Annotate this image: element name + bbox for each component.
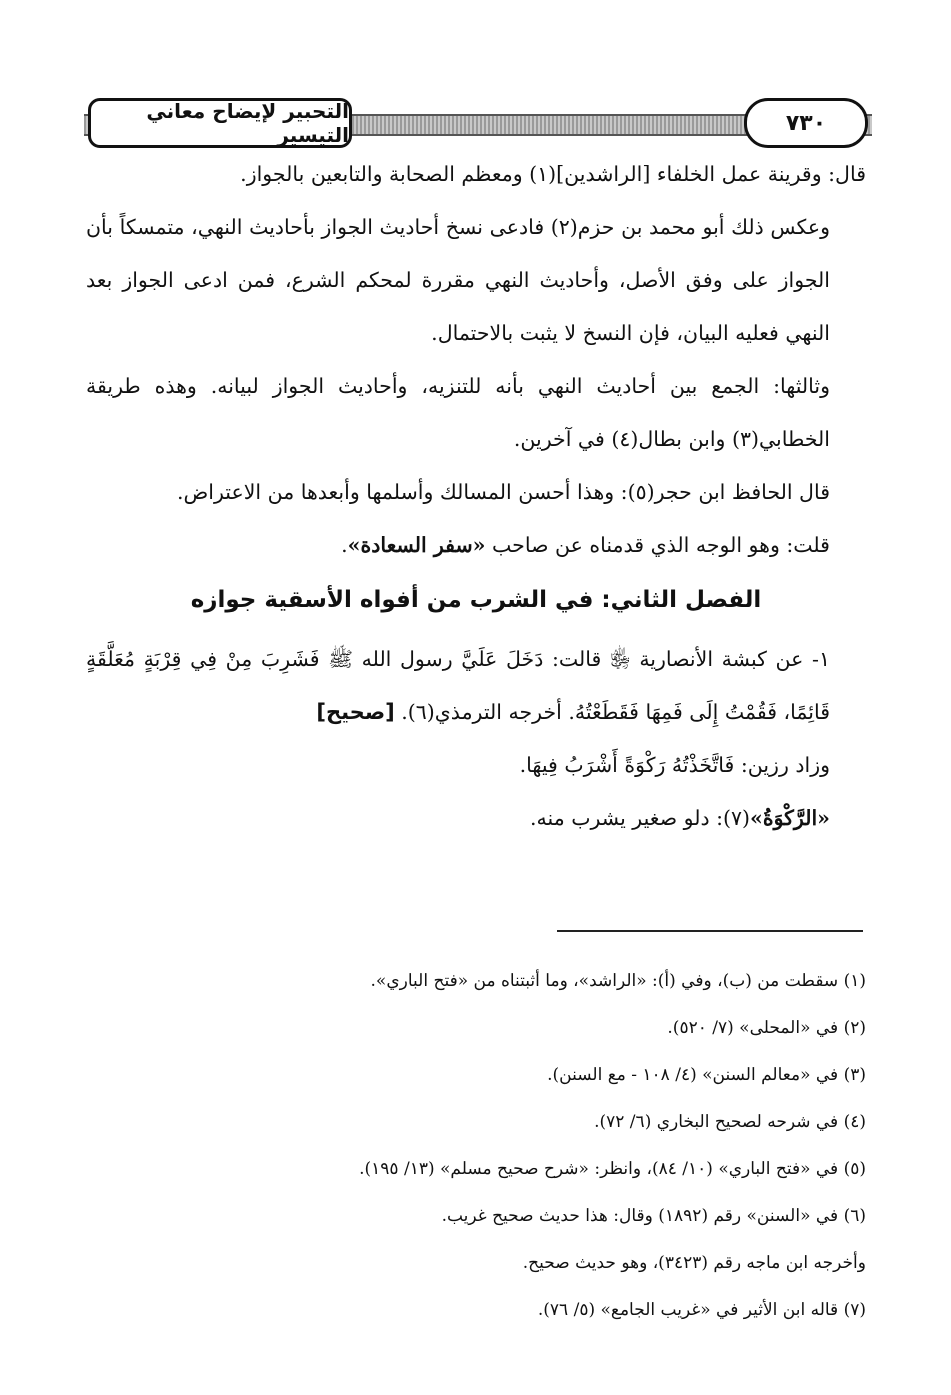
paragraph-5 (86, 519, 866, 572)
page-header (84, 95, 872, 153)
hadith-grade: [صحيح] (316, 700, 395, 724)
book-reference: «سفر السعادة» (347, 533, 486, 557)
footnotes (180, 958, 866, 1334)
paragraph-2: وعكس ذلك أبو محمد بن حزم(٢) فادعى نسخ أحاديث الجواز بأحاديث النهي، متمسكاً بأن الجواز على وفق الأصل، وأحاديث النهي مقررة لمحكم الشرع، فمن ادعى الجواز بعد النهي فعليه البيان، فإن النسخ لا يثبت بالاحتمال. (86, 215, 831, 345)
footnote-5: (٥) في «فتح الباري» (١٠/ ٨٤)، وانظر: «شرح صحيح مسلم» (١٣/ ١٩٥). (359, 1159, 866, 1179)
paragraph-5-end: . (341, 533, 348, 557)
book-title: التحبير لإيضاح معاني التيسير (88, 98, 352, 148)
gloss-term: «الرَّكْوَةُ» (750, 806, 830, 830)
footnote-4: (٤) في شرحه لصحيح البخاري (٦/ ٧٢). (594, 1112, 866, 1132)
footnote-6: (٦) في «السنن» رقم (١٨٩٢) وقال: هذا حديث صحيح غريب. (441, 1206, 866, 1226)
razin-addition: وزاد رزين: فَاتَّخَذْتُهُ رَكْوَةً أَشْرَبُ فِيهَا. (519, 753, 830, 777)
paragraph-1: قال: وقرينة عمل الخلفاء [الراشدين](١) ومعظم الصحابة والتابعين بالجواز. (240, 162, 866, 186)
main-text (86, 148, 866, 845)
footnote-divider (557, 930, 863, 932)
footnote-7: (٧) قاله ابن الأثير في «غريب الجامع» (٥/ ٧٦). (537, 1300, 866, 1320)
page-number: ٧٣٠ (744, 98, 868, 148)
gloss-paragraph (86, 792, 866, 845)
paragraph-4: قال الحافظ ابن حجر(٥): وهذا أحسن المسالك وأسلمها وأبعدها من الاعتراض. (176, 480, 830, 504)
chapter-title: الفصل الثاني: في الشرب من أفواه الأسقية جوازه (190, 587, 762, 613)
hadith-paragraph (86, 633, 866, 739)
footnote-3: (٣) في «معالم السنن» (٤/ ١٠٨ - مع السنن). (547, 1065, 866, 1085)
paragraph-3: وثالثها: الجمع بين أحاديث النهي بأنه للتنزيه، وأحاديث الجواز لبيانه. وهذه طريقة الخطابي(٣) وابن بطال(٤) في آخرين. (86, 374, 830, 451)
footnote-2: (٢) في «المحلى» (٧/ ٥٢٠). (667, 1018, 866, 1038)
paragraph-5-text: قلت: وهو الوجه الذي قدمناه عن صاحب (485, 533, 830, 557)
hadith-text: ١- عن كبشة الأنصارية ﵂ قالت: دَخَلَ عَلَيَّ رسول الله ﷺ فَشَرِبَ مِنْ فِي قِرْبَةٍ مُعَلَّقَةٍ قَائِمًا، فَقُمْتُ إِلَى فَمِهَا فَقَطَعْتُهُ. أخرجه الترمذي(٦). (86, 647, 830, 724)
footnote-6-continuation: وأخرجه ابن ماجه رقم (٣٤٢٣)، وهو حديث صحيح. (522, 1253, 866, 1273)
gloss-definition: (٧): دلو صغير يشرب منه. (530, 806, 751, 830)
footnote-1: (١) سقطت من (ب)، وفي (أ): «الراشد»، وما أثبتناه من «فتح الباري». (370, 971, 866, 991)
